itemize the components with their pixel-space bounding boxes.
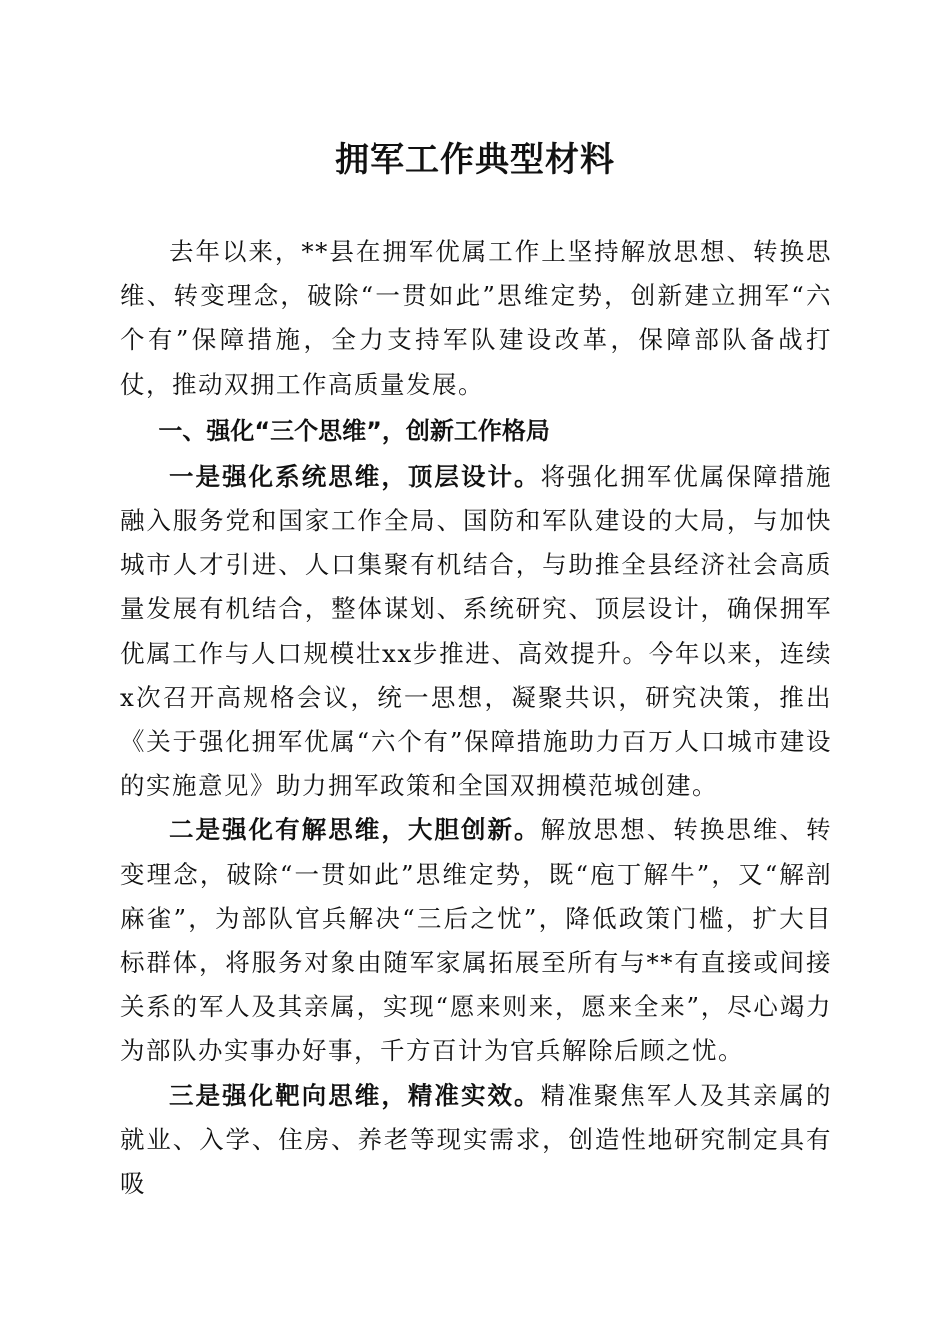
section-heading-1: 一、强化“三个思维”，创新工作格局 xyxy=(158,416,550,445)
paragraph-1-text: 将强化拥军优属保障措施融入服务党和国家工作全局、国防和军队建设的大局，与加快城市人才引进、人口集聚有机结合，与助推全县经济社会高质量发展有机结合，整体谋划、系统研究、顶层设计，确保拥军优属工作与人口规模壮xx步推进、高效提升。今年以来，连续x次召开高规格会议，统一思想，凝聚共识，研究决策，推出《关于强化拥军优属“六个有”保障措施助力百万人口城市建设的实施意见》助力拥军政策和全国双拥模范城创建。 xyxy=(120,461,833,801)
paragraph-2-text: 解放思想、转换思维、转变理念，破除“一贯如此”思维定势，既“庖丁解牛”，又“解剖麻雀”，为部队官兵解决“三后之忧”，降低政策门槛，扩大目标群体，将服务对象由随军家属拓展至所有与**有直接或间接关系的军人及其亲属，实现“愿来则来，愿来全来”，尽心竭力为部队办实事办好事，千方百计为官兵解除后顾之忧。 xyxy=(120,815,833,1066)
paragraph-3 xyxy=(120,1074,832,1207)
intro-paragraph: 去年以来，**县在拥军优属工作上坚持解放思想、转换思维、转变理念，破除“一贯如此”思维定势，创新建立拥军“六个有”保障措施，全力支持军队建设改革，保障部队备战打仗，推动双拥工作高质量发展。 xyxy=(120,237,832,399)
document-body xyxy=(120,230,832,1206)
paragraph-3-text: 精准聚焦军人及其亲属的就业、入学、住房、养老等现实需求，创造性地研究制定具有吸 xyxy=(120,1080,833,1199)
paragraph-1-lead: 一是强化系统思维，顶层设计。 xyxy=(169,461,541,491)
paragraph-2-lead: 二是强化有解思维，大胆创新。 xyxy=(169,815,541,845)
paragraph-3-lead: 三是强化靶向思维，精准实效。 xyxy=(169,1080,541,1110)
paragraph-2 xyxy=(120,808,832,1073)
paragraph-1 xyxy=(120,455,832,809)
document-title: 拥军工作典型材料 xyxy=(335,140,615,180)
